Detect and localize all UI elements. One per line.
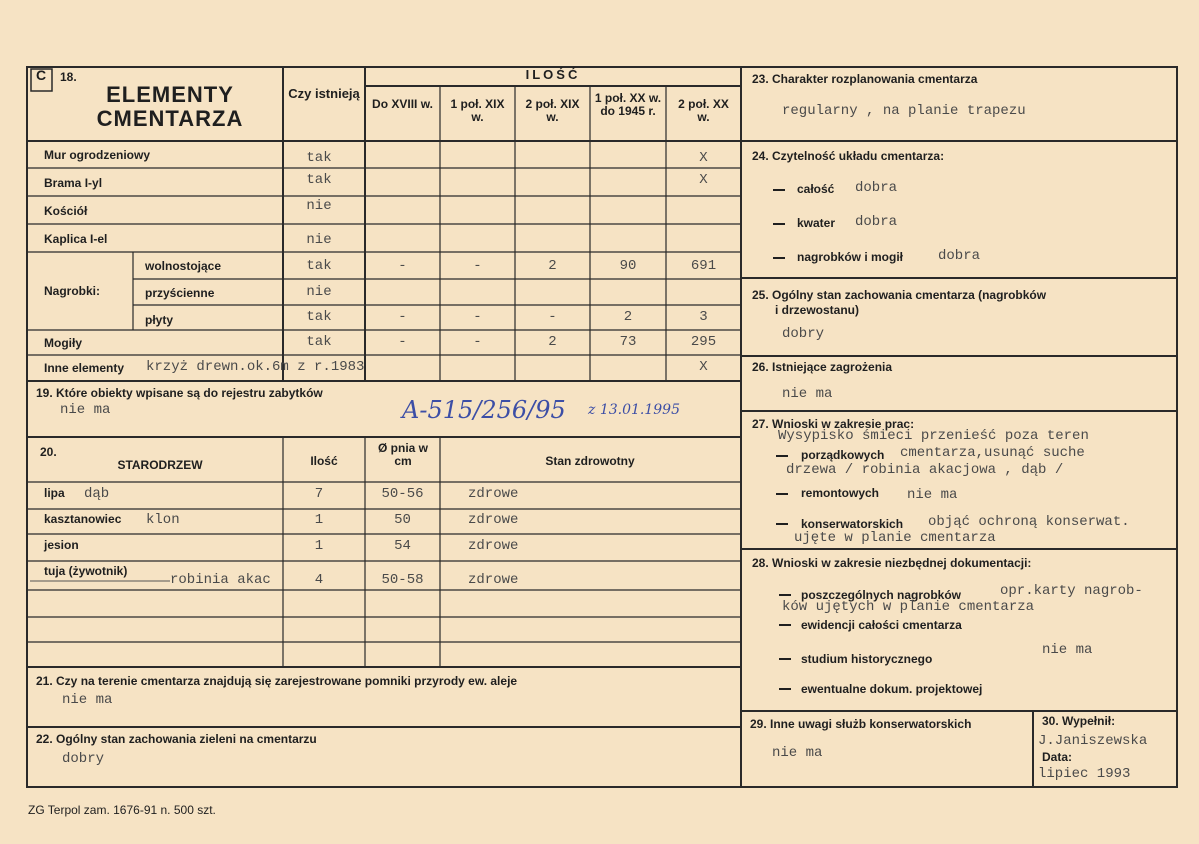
- qty-cell: -: [473, 309, 482, 325]
- doc-item-value: opr.karty nagrob-: [1000, 583, 1143, 599]
- register-date-handwritten: z 13.01.1995: [588, 402, 680, 418]
- section21-label: 21. Czy na terenie cmentarza znajdują się zarejestrowane pomniki przyrody ew. aleje: [36, 674, 518, 688]
- col-diam-header: Ø pnia w cm: [377, 441, 428, 468]
- qty-cell: -: [398, 309, 407, 325]
- exists-value: tak: [306, 172, 332, 188]
- exists-value: tak: [306, 258, 332, 274]
- tree-health: zdrowe: [468, 572, 519, 588]
- section25-label-cont: i drzewostanu): [775, 303, 860, 317]
- date-label: Data:: [1042, 750, 1073, 764]
- tree-count: 1: [314, 538, 324, 554]
- period-header: 1 poł. XX w. do 1945 r.: [594, 91, 662, 118]
- period-header: 2 poł. XIX w.: [525, 97, 580, 124]
- works-conservation-value2: ujęte w planie cmentarza: [794, 530, 996, 546]
- tree-health: zdrowe: [468, 486, 519, 502]
- doc-item-label: studium historycznego: [801, 652, 933, 666]
- tree-count: 1: [314, 512, 324, 528]
- section26-label: 26. Istniejące zagrożenia: [752, 360, 893, 374]
- section30-label: 30. Wypełnił:: [1042, 714, 1116, 728]
- period-header: 2 poł. XX w.: [678, 97, 729, 124]
- row-label: Mur ogrodzeniowy: [44, 148, 150, 162]
- row-label: Mogiły: [44, 336, 82, 350]
- tree-label: tuja (żywotnik): [44, 564, 128, 578]
- exists-value: tak: [306, 334, 332, 350]
- section22-value: dobry: [62, 751, 105, 767]
- qty-cell: 90: [619, 258, 637, 274]
- section21-value: nie ma: [62, 692, 113, 708]
- title-line2: CMENTARZA: [96, 106, 244, 131]
- col-species-header: STARODRZEW: [117, 458, 203, 472]
- filled-by-name: J.Janiszewska: [1038, 733, 1148, 749]
- doc-item-label: poszczególnych nagrobków: [801, 588, 962, 602]
- qty-cell: 691: [690, 258, 717, 274]
- tree-diam: 50: [394, 512, 411, 528]
- section22-label: 22. Ogólny stan zachowania zieleni na cmentarzu: [36, 732, 317, 746]
- works-conservation-label: konserwatorskich: [801, 517, 904, 531]
- section23-value: regularny , na planie trapezu: [782, 103, 1026, 119]
- section29-label: 29. Inne uwagi służb konserwatorskich: [750, 717, 972, 731]
- section27-typed-line3: drzewa / robinia akacjowa , dąb /: [786, 462, 1064, 478]
- tree-label: lipa: [44, 486, 65, 500]
- section25-value: dobry: [782, 326, 825, 342]
- legibility-item-label: całość: [797, 182, 835, 196]
- section24-label: 24. Czytelność układu cmentarza:: [752, 149, 945, 163]
- section19-label: 19. Które obiekty wpisane są do rejestru zabytków: [36, 386, 323, 400]
- tree-typed: dąb: [84, 486, 110, 502]
- legibility-item-label: nagrobków i mogił: [797, 250, 904, 264]
- tree-typed: robinia akac: [170, 572, 271, 588]
- tree-label: kasztanowiec: [44, 512, 122, 526]
- works-renovation-value: nie ma: [907, 487, 958, 503]
- section29-value: nie ma: [772, 745, 823, 761]
- exists-value: tak: [306, 150, 332, 166]
- section28-label: 28. Wnioski w zakresie niezbędnej dokumentacji:: [752, 556, 1032, 570]
- section26-value: nie ma: [782, 386, 833, 402]
- qty-cell: 2: [623, 309, 633, 325]
- quantity-header: ILOŚĆ: [525, 67, 581, 82]
- doc-item-value: nie ma: [1042, 642, 1093, 658]
- doc-item-value2: ków ujętych w planie cmentarza: [782, 599, 1035, 615]
- doc-item-label: ewentualne dokum. projektowej: [801, 682, 983, 696]
- works-conservation-value: objąć ochroną konserwat.: [928, 514, 1130, 530]
- qty-cell: 295: [690, 334, 717, 350]
- register-number-handwritten: A-515/256/95: [402, 396, 566, 424]
- tree-typed: klon: [146, 512, 180, 528]
- tree-health: zdrowe: [468, 538, 519, 554]
- col-count-header: Ilość: [310, 454, 338, 468]
- tree-diam: 50-58: [381, 572, 424, 588]
- tombs-label: Nagrobki:: [44, 284, 101, 298]
- other-elements-value: krzyż drewn.ok.6m z r.1983: [146, 359, 365, 375]
- section20-number: 20.: [40, 445, 57, 459]
- tree-count: 7: [314, 486, 324, 502]
- row-label: Brama I-yl: [44, 176, 103, 190]
- col-health-header: Stan zdrowotny: [545, 454, 635, 468]
- qty-cell: X: [699, 359, 708, 375]
- doc-item-label: ewidencji całości cmentarza: [801, 618, 962, 632]
- section27-typed-line1: Wysypisko śmieci przenieść poza teren: [778, 428, 1089, 444]
- qty-cell: 2: [548, 258, 557, 274]
- section19-value: nie ma: [60, 402, 111, 418]
- row-label: Kościół: [44, 204, 88, 218]
- qty-cell: 73: [619, 334, 637, 350]
- row-label: płyty: [145, 313, 174, 327]
- section27-typed-line2: cmentarza,usunąć suche: [900, 445, 1085, 461]
- col-exists-header: Czy istnieją: [288, 86, 360, 101]
- row-label: Kaplica I-el: [44, 232, 108, 246]
- tree-label: jesion: [44, 538, 79, 552]
- tree-health: zdrowe: [468, 512, 519, 528]
- section-code: C: [36, 67, 47, 83]
- qty-cell: -: [548, 309, 557, 325]
- legibility-item-label: kwater: [797, 216, 836, 230]
- section25-label: 25. Ogólny stan zachowania cmentarza (nagrobków: [752, 288, 1047, 302]
- qty-cell: -: [398, 258, 407, 274]
- row-label: wolnostojące: [145, 259, 222, 273]
- qty-cell: 3: [699, 309, 708, 325]
- print-footer: ZG Terpol zam. 1676-91 n. 500 szt.: [28, 803, 216, 817]
- section27-label: 27. Wnioski w zakresie prac:: [752, 417, 915, 431]
- tree-diam: 54: [394, 538, 411, 554]
- exists-value: nie: [306, 232, 332, 248]
- period-header: Do XVIII w.: [372, 97, 433, 111]
- legibility-item-value: dobra: [938, 248, 981, 264]
- works-renovation-label: remontowych: [801, 486, 880, 500]
- tree-count: 4: [314, 572, 324, 588]
- qty-cell: -: [398, 334, 407, 350]
- section-number: 18.: [60, 70, 77, 84]
- title-line1: ELEMENTY: [106, 82, 234, 107]
- legibility-item-value: dobra: [855, 180, 898, 196]
- exists-value: nie: [306, 198, 332, 214]
- exists-value: nie: [306, 284, 332, 300]
- works-cleanup-label: porządkowych: [801, 448, 885, 462]
- section23-label: 23. Charakter rozplanowania cmentarza: [752, 72, 978, 86]
- date-value: lipiec 1993: [1038, 766, 1131, 782]
- qty-cell: X: [699, 150, 708, 166]
- other-elements-label: Inne elementy: [44, 361, 125, 375]
- exists-value: tak: [306, 309, 332, 325]
- qty-cell: 2: [548, 334, 557, 350]
- tree-diam: 50-56: [381, 486, 424, 502]
- qty-cell: -: [473, 334, 482, 350]
- period-header: 1 poł. XIX w.: [450, 97, 505, 124]
- row-label: przyścienne: [145, 286, 215, 300]
- legibility-item-value: dobra: [855, 214, 898, 230]
- qty-cell: X: [699, 172, 708, 188]
- qty-cell: -: [473, 258, 482, 274]
